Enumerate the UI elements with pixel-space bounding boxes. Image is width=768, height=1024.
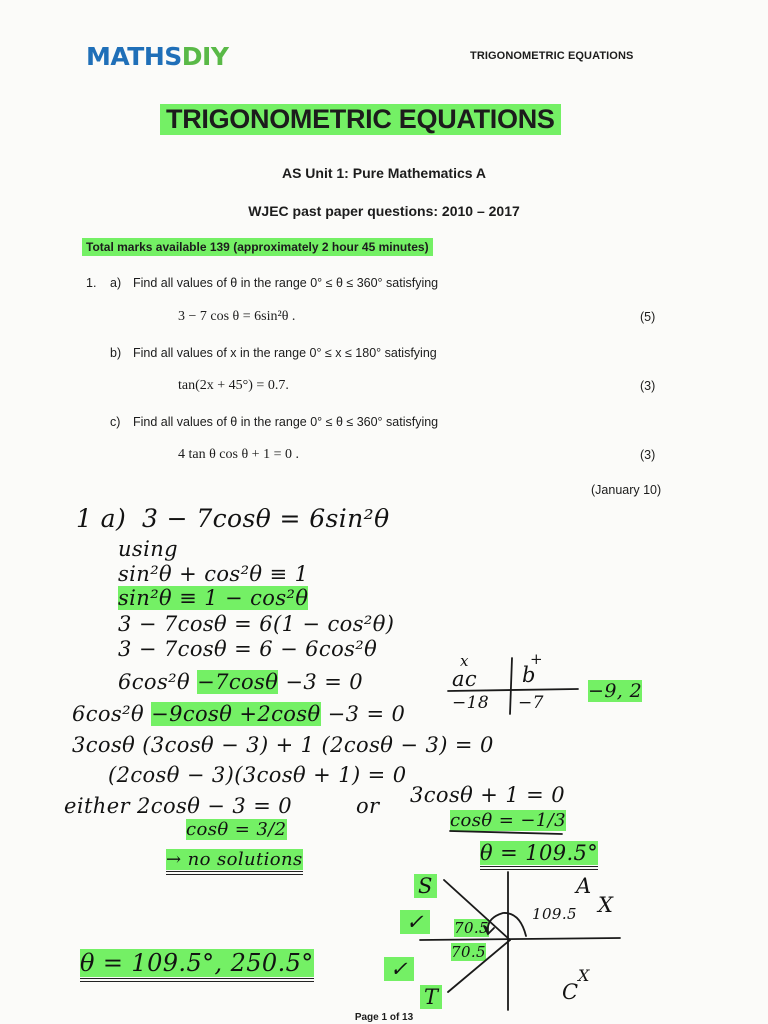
logo-part-ma: MA <box>86 42 128 71</box>
subtitle: AS Unit 1: Pure Mathematics A <box>281 165 487 181</box>
part-b-equation: tan(2x + 45°) = 0.7. <box>178 378 289 393</box>
part-a-text: Find all values of θ in the range 0° ≤ θ ≤ 360° satisfying <box>133 276 439 290</box>
working-line-9: 3cosθ (3cosθ − 3) + 1 (2cosθ − 3) = 0 <box>72 733 494 757</box>
part-b-label: b) <box>110 346 122 360</box>
paper-info: WJEC past paper questions: 2010 – 2017 <box>248 203 520 219</box>
factor-b: b <box>522 663 536 687</box>
cast-a: A <box>576 874 592 898</box>
part-a-label: a) <box>110 276 122 290</box>
cast-c: C <box>562 980 579 1004</box>
cast-ray-lower <box>448 940 510 992</box>
page-title: TRIGONOMETRIC EQUATIONS <box>160 104 561 135</box>
working-either: either 2cosθ − 3 = 0 <box>64 794 293 818</box>
cos-b-underline <box>450 831 562 834</box>
tick-icon: ✓ <box>400 910 430 934</box>
working-line-10: (2cosθ − 3)(3cosθ + 1) = 0 <box>108 763 407 787</box>
cross-icon: X <box>598 893 614 917</box>
factor-box-divider <box>510 658 512 714</box>
working-line-7-b: −7cosθ <box>197 670 279 694</box>
cast-t: T <box>420 985 442 1009</box>
cast-ray-upper <box>444 880 510 940</box>
working-line-8-c: −3 = 0 <box>327 702 406 726</box>
logo-part-diy: DIY <box>181 42 229 71</box>
part-c-equation: 4 tan θ cos θ + 1 = 0 . <box>178 447 299 462</box>
factor-ac: ac <box>452 667 478 691</box>
working-line-1-text: 3 − 7cosθ = 6sin²θ <box>142 504 390 533</box>
working-line-3: sin²θ + cos²θ ≡ 1 <box>118 562 309 586</box>
working-line-6: 3 − 7cosθ = 6 − 6cos²θ <box>118 637 378 661</box>
cast-x-axis <box>420 938 620 940</box>
working-label: 1 a) <box>76 504 127 533</box>
part-b-text: Find all values of x in the range 0° ≤ x ≤ 180° satisfying <box>133 346 437 360</box>
part-c-label: c) <box>110 415 121 429</box>
factor-x: x <box>460 652 469 670</box>
angle-70-upper: 70.5 <box>454 919 489 937</box>
working-line-5: 3 − 7cosθ = 6(1 − cos²θ) <box>118 612 395 636</box>
logo-part-ths: THS <box>127 42 182 71</box>
angle-70-lower: 70.5 <box>451 943 486 961</box>
question-source: (January 10) <box>591 483 662 497</box>
theta-1-text: θ = 109.5° <box>480 841 599 865</box>
question-number: 1. <box>86 276 97 290</box>
cast-s: S <box>414 874 437 898</box>
factor-minus-7: −7 <box>518 693 544 713</box>
working-line-8-a: 6cos²θ <box>72 702 145 726</box>
working-line-8-b: −9cosθ +2cosθ <box>151 702 321 726</box>
tick-icon-2: ✓ <box>384 957 414 981</box>
working-cos-b: cosθ = −1/3 <box>450 810 566 831</box>
factor-pair: −9, 2 <box>588 680 643 702</box>
cross-icon-2: X <box>578 966 590 985</box>
final-answer-text: θ = 109.5°, 250.5° <box>80 949 314 977</box>
working-line-7-c: −3 = 0 <box>285 670 364 694</box>
part-b-marks: (3) <box>640 379 656 393</box>
working-or-eq: 3cosθ + 1 = 0 <box>410 783 565 807</box>
working-or: or <box>356 794 380 818</box>
part-a-equation: 3 − 7 cos θ = 6sin²θ . <box>178 309 296 324</box>
part-c-text: Find all values of θ in the range 0° ≤ θ ≤ 360° satisfying <box>133 415 439 429</box>
running-header: TRIGONOMETRIC EQUATIONS <box>470 50 634 62</box>
no-solutions-text: → no solutions <box>166 849 303 870</box>
page-footer: Page 1 of 13 <box>354 1012 414 1023</box>
part-a-marks: (5) <box>640 310 656 324</box>
part-c-marks: (3) <box>640 448 656 462</box>
working-cos-a: cosθ = 3/2 <box>186 819 287 840</box>
factor-minus-18: −18 <box>452 693 490 713</box>
working-line-4: sin²θ ≡ 1 − cos²θ <box>118 586 309 610</box>
angle-ref: 109.5 <box>532 905 577 923</box>
factor-box-line <box>448 689 578 691</box>
factor-plus: + <box>530 650 543 668</box>
total-marks: Total marks available 139 (approximately 2 hour 45 minutes) <box>82 238 433 256</box>
working-line-2: using <box>118 537 178 561</box>
cast-arc-arrow <box>484 926 494 934</box>
working-line-7-a: 6cos²θ <box>118 670 191 694</box>
